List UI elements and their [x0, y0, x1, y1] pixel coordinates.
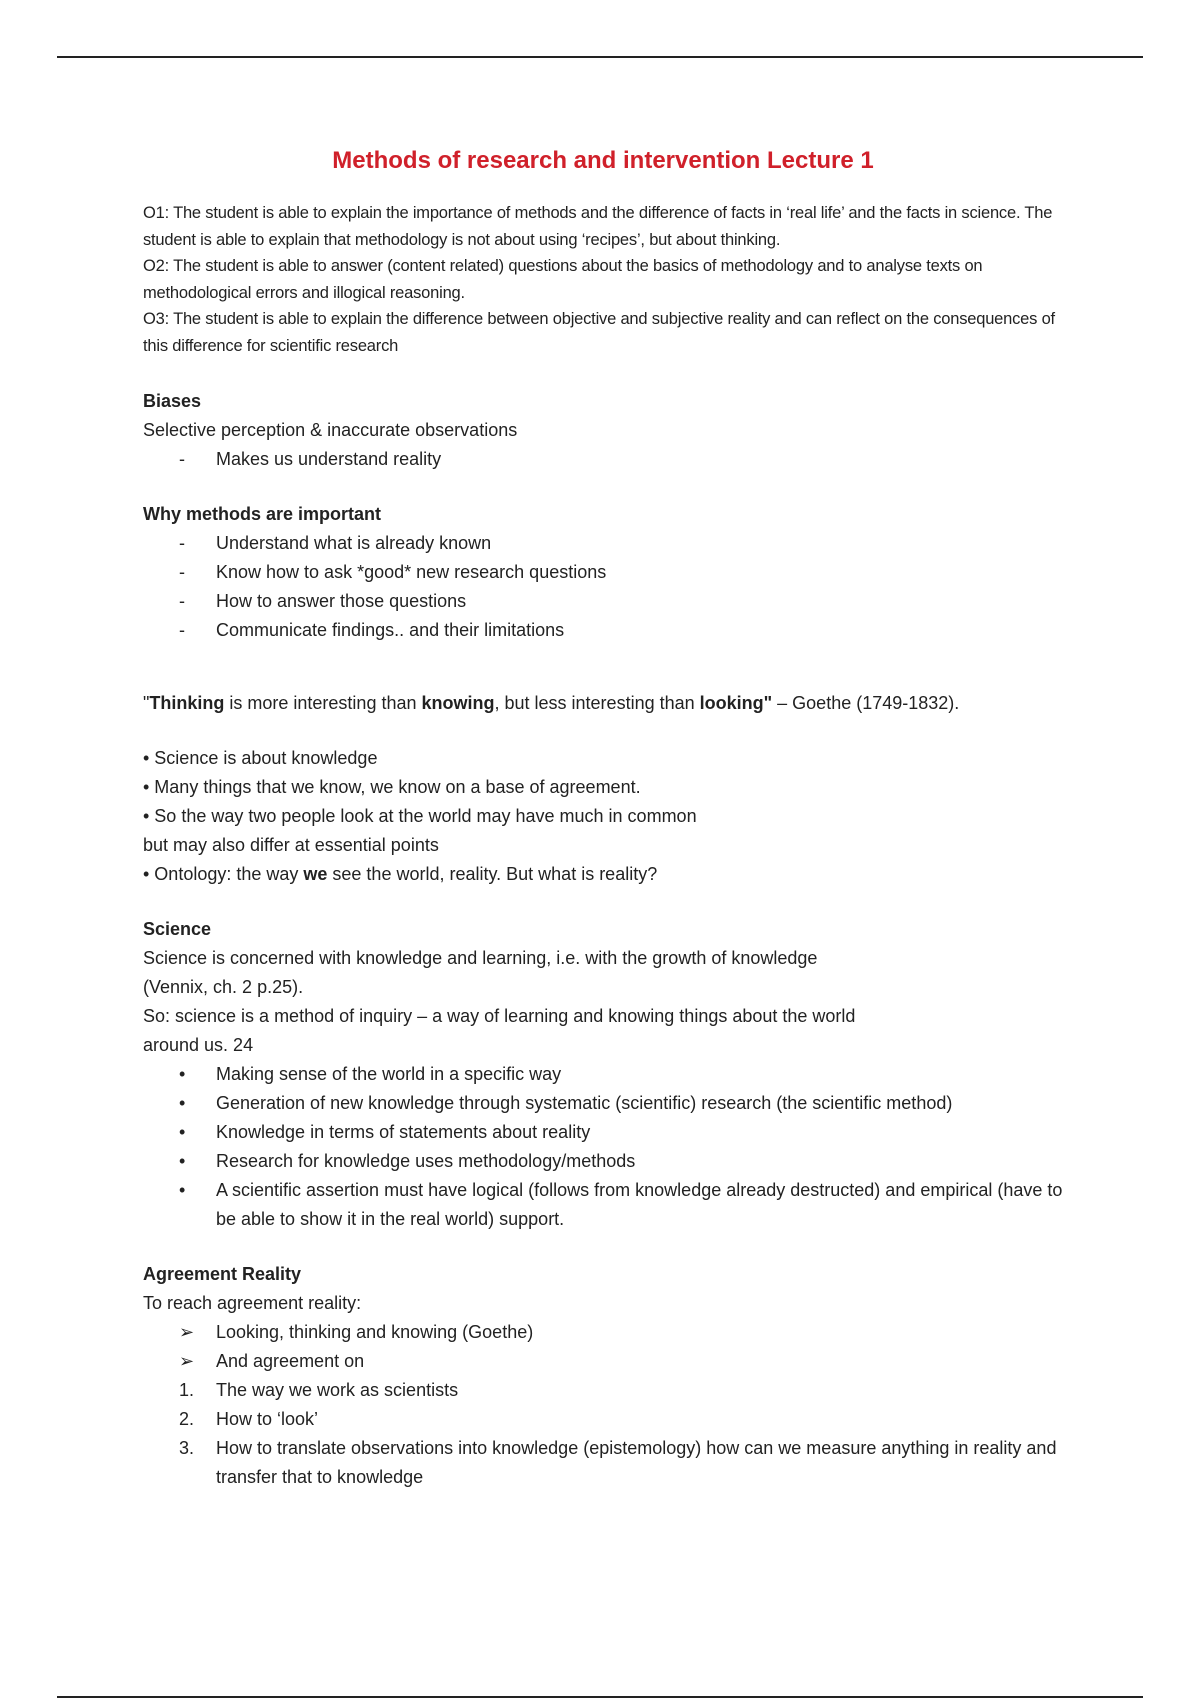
- why-methods-list: [143, 529, 1063, 645]
- science-paragraph: (Vennix, ch. 2 p.25).: [143, 977, 304, 997]
- section-agreement-reality: [143, 1260, 1063, 1492]
- section-knowledge-bullets: [143, 744, 1063, 889]
- list-item-text: Understand what is already known: [216, 533, 492, 553]
- list-item: [143, 1405, 1063, 1434]
- list-item: [143, 1347, 1063, 1376]
- list-item: [143, 616, 1063, 645]
- agreement-numbered-list: [143, 1376, 1063, 1492]
- science-paragraph: Science is concerned with knowledge and learning, i.e. with the growth of knowledge: [143, 948, 818, 968]
- section-why-methods: [143, 500, 1063, 645]
- list-item-text: Research for knowledge uses methodology/methods: [216, 1151, 636, 1171]
- dash-marker: -: [179, 533, 185, 553]
- section-heading: Science: [143, 919, 212, 939]
- document-title: Methods of research and intervention Lecture 1: [332, 147, 874, 174]
- bullet-marker: •: [179, 1122, 186, 1142]
- list-item: [143, 1176, 1063, 1234]
- bullet-line: • Many things that we know, we know on a base of agreement.: [143, 777, 641, 797]
- list-item: [143, 1089, 1063, 1118]
- list-item-text: Looking, thinking and knowing (Goethe): [216, 1322, 534, 1342]
- bullet-marker: •: [179, 1093, 186, 1113]
- list-item: [143, 1318, 1063, 1347]
- list-item-text: Generation of new knowledge through systematic (scientific) research (the scientific method): [216, 1093, 953, 1113]
- quote-attribution: – Goethe (1749-1832).: [772, 693, 960, 713]
- biases-list: [143, 445, 1063, 474]
- bullet-line: • Science is about knowledge: [143, 748, 378, 768]
- section-heading: Agreement Reality: [143, 1264, 302, 1284]
- agreement-arrow-list: [143, 1318, 1063, 1376]
- list-item: [143, 1060, 1063, 1089]
- list-item-text: Know how to ask *good* new research questions: [216, 562, 607, 582]
- bullet-marker: •: [179, 1180, 186, 1200]
- quote-word-looking: looking": [699, 693, 773, 713]
- science-paragraph: around us. 24: [143, 1035, 254, 1055]
- list-item: [143, 1118, 1063, 1147]
- quote-open: ": [143, 693, 150, 713]
- list-item-text: Knowledge in terms of statements about reality: [216, 1122, 591, 1142]
- list-item-text: Making sense of the world in a specific way: [216, 1064, 562, 1084]
- quote-text: is more interesting than: [224, 693, 422, 713]
- section-heading: Biases: [143, 391, 202, 411]
- list-item: [143, 558, 1063, 587]
- footer-rule: [57, 1696, 1143, 1698]
- section-line: To reach agreement reality:: [143, 1293, 362, 1313]
- quote-word-knowing: knowing: [421, 693, 495, 713]
- list-item-text: The way we work as scientists: [216, 1380, 459, 1400]
- bullet-marker: •: [179, 1064, 186, 1084]
- list-item: [143, 1376, 1063, 1405]
- dash-marker: -: [179, 620, 185, 640]
- number-marker: 3.: [179, 1438, 195, 1458]
- bullet-text: see the world, reality. But what is reality?: [327, 864, 658, 884]
- list-item-text: And agreement on: [216, 1351, 365, 1371]
- dash-marker: -: [179, 591, 185, 611]
- section-science: [143, 915, 1063, 1234]
- list-item-text: A scientific assertion must have logical (follows from knowledge already destructed) and empirical (have to be able to show it in the real world) support.: [216, 1180, 1063, 1229]
- quote-word-thinking: Thinking: [149, 693, 225, 713]
- list-item: [143, 445, 1063, 474]
- bullet-text: • Ontology: the way: [143, 864, 304, 884]
- bullet-line: • So the way two people look at the world may have much in common: [143, 806, 697, 826]
- bullet-marker: •: [179, 1151, 186, 1171]
- list-item: [143, 1434, 1063, 1492]
- bullet-line-ontology: [143, 860, 1063, 889]
- list-item-text: Communicate findings.. and their limitations: [216, 620, 565, 640]
- dash-marker: -: [179, 449, 185, 469]
- list-item: [143, 1147, 1063, 1176]
- objective-1: O1: The student is able to explain the importance of methods and the difference of facts in ‘real life’ and the facts in science. The student is able to explain that methodology is not about using ‘recipes’, but about thinking.: [143, 204, 1053, 249]
- document-page: [143, 140, 1063, 1492]
- bullet-emphasis: we: [303, 864, 328, 884]
- list-item-text: How to ‘look’: [216, 1409, 319, 1429]
- goethe-quote: [143, 689, 1063, 718]
- objective-3: O3: The student is able to explain the difference between objective and subjective reality and can reflect on the consequences of this difference for scientific research: [143, 310, 1055, 355]
- dash-marker: -: [179, 562, 185, 582]
- list-item-text: How to answer those questions: [216, 591, 467, 611]
- section-line: Selective perception & inaccurate observations: [143, 420, 518, 440]
- section-heading: Why methods are important: [143, 504, 382, 524]
- objective-2: O2: The student is able to answer (content related) questions about the basics of methodology and to analyse texts on methodological errors and illogical reasoning.: [143, 257, 983, 302]
- header-rule: [57, 56, 1143, 58]
- list-item: [143, 529, 1063, 558]
- section-biases: [143, 387, 1063, 474]
- science-list: [143, 1060, 1063, 1234]
- list-item-text: Makes us understand reality: [216, 449, 442, 469]
- list-item-text: How to translate observations into knowledge (epistemology) how can we measure anything in reality and transfer that to knowledge: [216, 1438, 1057, 1487]
- number-marker: 1.: [179, 1380, 195, 1400]
- arrow-marker-icon: ➢: [179, 1322, 195, 1342]
- learning-objectives: [143, 200, 1063, 359]
- number-marker: 2.: [179, 1409, 195, 1429]
- science-paragraph: So: science is a method of inquiry – a way of learning and knowing things about the world: [143, 1006, 856, 1026]
- quote-text: , but less interesting than: [494, 693, 700, 713]
- bullet-line-continued: but may also differ at essential points: [143, 835, 439, 855]
- list-item: [143, 587, 1063, 616]
- arrow-marker-icon: ➢: [179, 1351, 195, 1371]
